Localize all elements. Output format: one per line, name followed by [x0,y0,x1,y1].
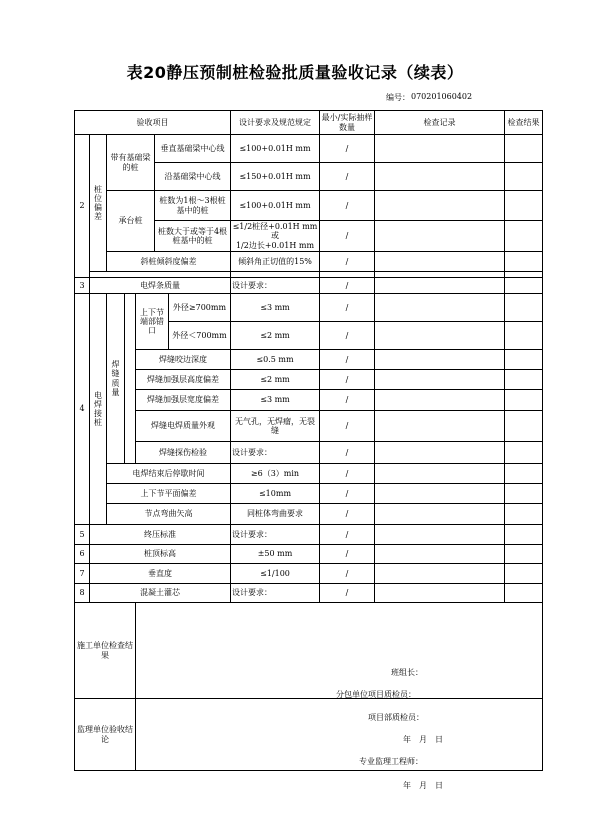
construction-date-label: 年 月 日 [403,734,443,744]
table-row [75,294,543,322]
sample-count: / [320,221,375,252]
header-result: 检查结果 [505,111,543,135]
item-name: 桩数大于或等于4根桩基中的桩 [155,221,231,252]
check-record [375,564,505,584]
check-result [505,163,543,191]
item-name: 焊缝探伤检验 [136,442,231,464]
item-name: 外径＜700mm [169,322,231,350]
table-row [75,370,543,390]
supervision-date-label: 年 月 日 [403,780,443,790]
sample-count: / [320,370,375,390]
form-title: 表20静压预制桩检验批质量验收记录（续表） [126,63,464,82]
table-row [75,442,543,464]
construction-label: 施工单位检查结果 [75,603,136,699]
check-record [375,278,505,294]
table-row [75,278,543,294]
check-result [505,411,543,442]
sample-count: / [320,504,375,525]
check-record [375,252,505,272]
item-requirement: ≤2 mm [231,322,320,350]
sample-count: / [320,464,375,484]
row-number: 7 [75,564,90,584]
requirement-line: ≤1/2桩径+0.01H mm [232,222,318,232]
header-design: 设计要求及规范规定 [231,111,320,135]
row-number: 5 [75,525,90,545]
item-name: 垂直度 [90,564,231,584]
sample-count: / [320,411,375,442]
table-row [75,545,543,564]
item-name: 焊缝电焊质量外观 [136,411,231,442]
item-requirement: ≤3 mm [231,390,320,411]
table-row [75,464,543,484]
table-row [75,390,543,411]
subgroup-label: 承台桩 [107,191,155,252]
check-result [505,464,543,484]
construction-sign-area [136,603,543,744]
table-row [75,135,543,163]
item-name: 斜桩倾斜度偏差 [107,252,231,272]
check-record [375,191,505,221]
check-record [375,135,505,163]
check-record [375,442,505,464]
check-record [375,390,505,411]
item-name: 电焊结束后停歇时间 [107,464,231,484]
check-result [505,350,543,370]
item-name: 焊缝咬边深度 [136,350,231,370]
project-inspector-signature-label: 项目部质检员： [368,712,424,722]
check-record [375,504,505,525]
header-record: 检查记录 [375,111,505,135]
sample-count: / [320,294,375,322]
item-requirement: ≤1/100 [231,564,320,584]
item-requirement: 同桩体弯曲要求 [231,504,320,525]
item-requirement: ≤150+0.01H mm [231,163,320,191]
table-row [75,525,543,545]
requirement-line: 或 [271,231,279,241]
row-number: 4 [75,294,90,525]
table-row [75,484,543,504]
row-number: 2 [75,135,90,278]
item-name: 外径≥700mm [169,294,231,322]
table-header-row [75,111,543,135]
check-record [375,584,505,603]
item-name: 上下节平面偏差 [107,484,231,504]
check-result [505,545,543,564]
check-result [505,442,543,464]
inspection-table [74,110,543,790]
item-requirement: 设计要求： [231,525,320,545]
sample-count: / [320,163,375,191]
row-number: 3 [75,278,90,294]
check-record [375,322,505,350]
check-record [375,525,505,545]
item-requirement: ≤10mm [231,484,320,504]
item-name: 焊缝加强层宽度偏差 [136,390,231,411]
item-name: 混凝土灌芯 [90,584,231,603]
sub-inspector-signature-label: 分包单位项目质检员： [336,689,416,699]
leader-signature-label: 班组长： [391,667,423,677]
sample-count: / [320,442,375,464]
table-row [75,584,543,603]
item-requirement: ≥6（3）min [231,464,320,484]
check-result [505,322,543,350]
check-result [505,564,543,584]
sample-count: / [320,390,375,411]
check-record [375,163,505,191]
subgroup-label: 带有基础梁的桩 [107,135,155,191]
item-name: 终压标准 [90,525,231,545]
item-name: 垂直基础梁中心线 [155,135,231,163]
group-label: 桩位偏差 [90,135,107,272]
check-record [375,350,505,370]
item-name: 沿基础梁中心线 [155,163,231,191]
item-requirement: 设计要求： [231,584,320,603]
check-record [375,411,505,442]
table-row [75,504,543,525]
check-result [505,504,543,525]
supervision-row [75,699,543,771]
check-record [375,484,505,504]
item-requirement: 倾斜角正切值的15% [231,252,320,272]
check-result [505,252,543,272]
row-number: 6 [75,545,90,564]
subgroup-label: 焊缝质量 [107,294,125,464]
engineer-signature-label: 专业监理工程师： [359,756,423,766]
check-result [505,278,543,294]
supervision-sign-area [136,699,543,790]
check-result [505,221,543,252]
check-record [375,545,505,564]
sample-count: / [320,564,375,584]
table-row [75,564,543,584]
code-label: 编号： [386,93,410,102]
header-sample: 最小/实际抽样数量 [320,111,375,135]
sample-count: / [320,322,375,350]
sample-count: / [320,484,375,504]
item-requirement: ≤100+0.01H mm [231,135,320,163]
item-requirement: 设计要求： [231,442,320,464]
requirement-line: 1/2边长+0.01H mm [235,240,315,250]
check-record [375,370,505,390]
supervision-label: 监理单位验收结论 [75,699,136,771]
item-requirement: ≤2 mm [231,370,320,390]
sample-count: / [320,350,375,370]
item-requirement [231,221,320,252]
sample-count: / [320,135,375,163]
item-name: 桩数为1根～3根桩基中的桩 [155,191,231,221]
sample-count: / [320,278,375,294]
code-value: 070201060402 [411,92,473,101]
item-name: 焊缝加强层高度偏差 [136,370,231,390]
blank-cell [125,294,136,464]
header-item: 验收项目 [75,111,231,135]
check-result [505,525,543,545]
check-result [505,370,543,390]
table-row [75,411,543,442]
sample-count: / [320,525,375,545]
item-requirement: 设计要求： [231,278,320,294]
group-label: 电焊接桩 [90,294,107,525]
sample-count: / [320,191,375,221]
subgroup-label: 上下节端部错口 [136,294,169,350]
sample-count: / [320,252,375,272]
item-requirement: ±50 mm [231,545,320,564]
check-result [505,484,543,504]
row-number: 8 [75,584,90,603]
item-name: 桩顶标高 [90,545,231,564]
check-result [505,390,543,411]
check-result [505,191,543,221]
check-record [375,294,505,322]
item-name: 节点弯曲矢高 [107,504,231,525]
sample-count: / [320,584,375,603]
item-requirement: 无气孔，无焊瘤，无裂缝 [231,411,320,442]
table-row [75,191,543,221]
check-result [505,294,543,322]
check-result [505,135,543,163]
item-name: 电焊条质量 [90,278,231,294]
check-record [375,221,505,252]
table-row [75,252,543,272]
check-result [505,584,543,603]
table-row [75,350,543,370]
construction-row [75,603,543,699]
item-requirement: ≤3 mm [231,294,320,322]
item-requirement: ≤0.5 mm [231,350,320,370]
sample-count: / [320,545,375,564]
check-record [375,464,505,484]
item-requirement: ≤100+0.01H mm [231,191,320,221]
